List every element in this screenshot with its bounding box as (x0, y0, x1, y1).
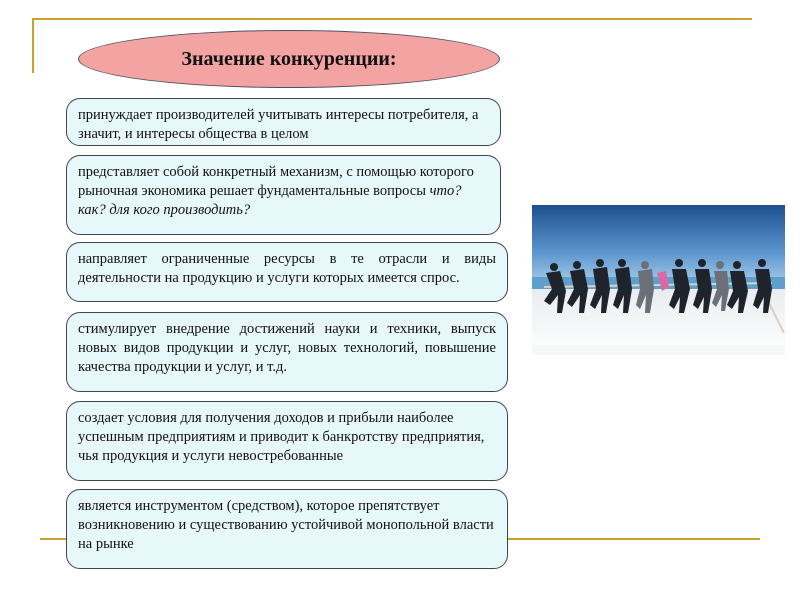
item-text-5: создает условия для получения доходов и прибыли наиболее успешным предприятиям и приводит к банкротству предприятия, чья продукция и услуги невостребованные (78, 410, 485, 464)
item-text-6: является инструментом (средством), которое препятствует возникновению и существованию устойчивой монопольной власти на рынке (78, 498, 494, 552)
item-card-2 (66, 155, 501, 235)
item-card-3 (66, 242, 508, 302)
item-text-4: стимулирует внедрение достижений науки и техники, выпуск новых видов продукции и услуг, новых технологий, повышение качества продукции и услуг, и т.д. (78, 321, 496, 375)
item-text-3: направляет ограниченные ресурсы в те отрасли и виды деятельности на продукцию и услуги которых имеется спрос. (78, 251, 496, 286)
item-card-5 (66, 401, 508, 481)
top-accent-rule (32, 18, 752, 20)
item-text-2-italic: что? как? для кого производить? (78, 183, 462, 218)
slide-title-oval (78, 30, 500, 88)
item-text-1: принуждает производителей учитывать интересы потребителя, а значит, и интересы общества в целом (78, 107, 479, 142)
slide-title: Значение конкуренции: (181, 47, 397, 70)
item-text-2: представляет собой конкретный механизм, с помощью которого рыночная экономика решает фундаментальные вопросы (78, 164, 474, 199)
item-card-4 (66, 312, 508, 392)
left-accent-rule (32, 18, 34, 73)
item-card-1 (66, 98, 501, 146)
item-card-6 (66, 489, 508, 569)
tug-of-war-photo (532, 205, 785, 355)
